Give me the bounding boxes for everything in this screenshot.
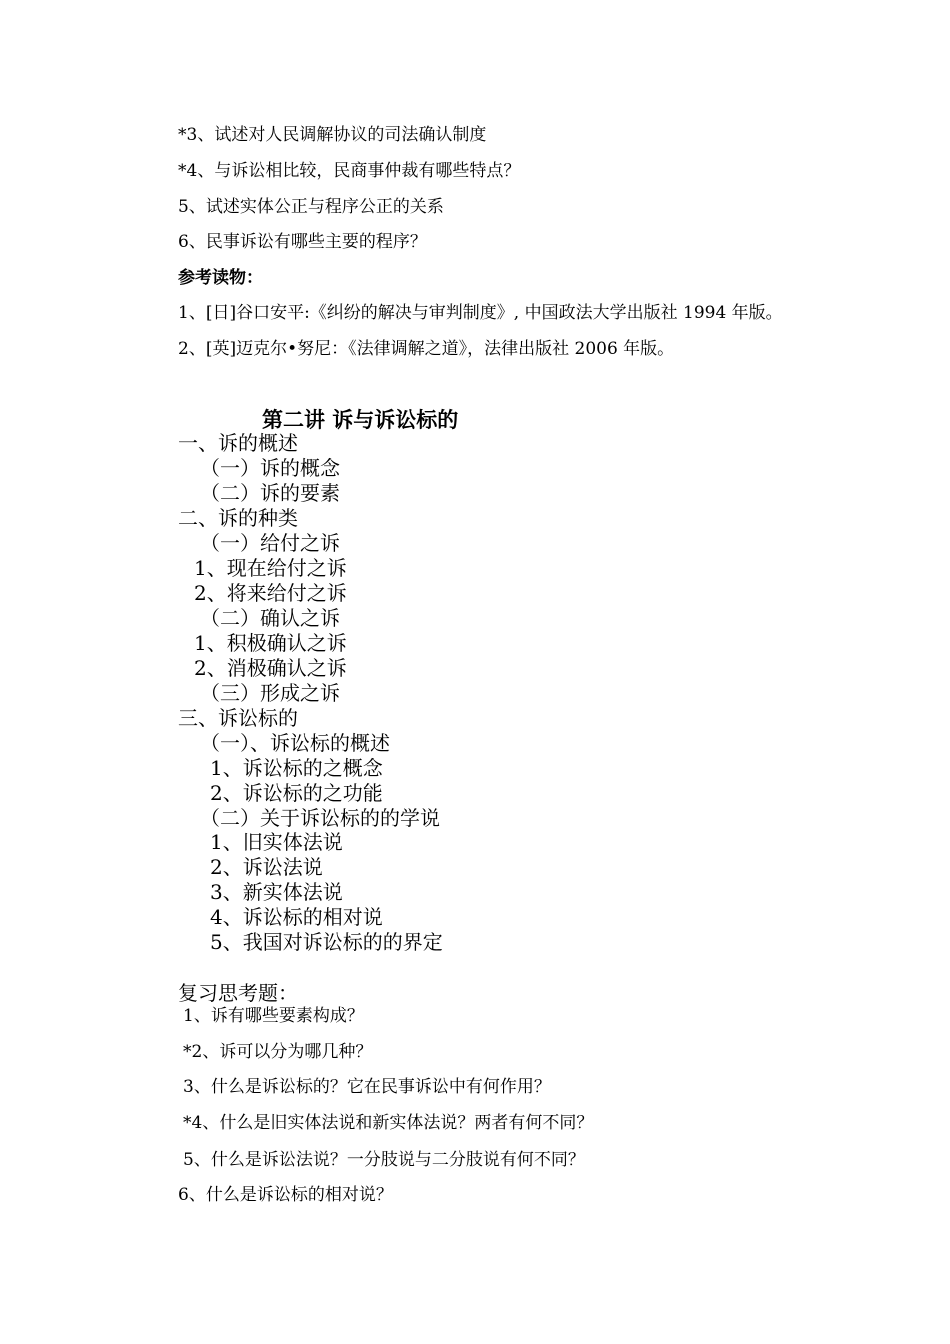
outline-item: （三）形成之诉 [200,681,340,705]
outline-item: 5、我国对诉讼标的的界定 [210,930,443,954]
outline-item: （二）确认之诉 [200,606,340,630]
lecture-title: 第二讲 诉与诉讼标的 [262,407,459,432]
outline-item: （一）、诉讼标的概述 [200,731,390,755]
outline-item: （二）诉的要素 [200,481,340,505]
outline-item: 1、积极确认之诉 [194,631,347,655]
outline-item: 2、诉讼标的之功能 [210,781,383,805]
outline-item: 1、旧实体法说 [210,830,343,854]
outline-item: 一、诉的概述 [178,431,298,455]
outline-item: 1、现在给付之诉 [194,556,347,580]
question-item: *3、试述对人民调解协议的司法确认制度 [178,125,487,145]
outline-item: 二、诉的种类 [178,506,298,530]
references-heading: 参考读物： [178,268,263,288]
question-item: *4、与诉讼相比较，民商事仲裁有哪些特点？ [178,161,521,181]
question-item: 5、试述实体公正与程序公正的关系 [178,197,444,217]
outline-item: （二）关于诉讼标的的学说 [200,806,440,830]
outline-item: （一）给付之诉 [200,531,340,555]
review-item: 3、什么是诉讼标的？它在民事诉讼中有何作用？ [183,1077,551,1097]
outline-item: 2、诉讼法说 [210,855,323,879]
reference-item: 2、[英]迈克尔•努尼：《法律调解之道》，法律出版社 2006 年版。 [178,339,675,359]
question-item: 6、民事诉讼有哪些主要的程序？ [178,232,427,252]
reference-item: 1、[日]谷口安平:《纠纷的解决与审判制度》, 中国政法大学出版社 1994 年版。 [178,303,783,323]
outline-item: 3、新实体法说 [210,880,343,904]
outline-item: 三、诉讼标的 [178,706,298,730]
review-item: *2、诉可以分为哪几种？ [183,1042,373,1062]
review-item: *4、什么是旧实体法说和新实体法说？两者有何不同？ [183,1113,594,1133]
review-heading: 复习思考题： [178,981,298,1005]
outline-item: 1、诉讼标的之概念 [210,756,383,780]
review-item: 5、什么是诉讼法说？一分肢说与二分肢说有何不同？ [183,1150,585,1170]
outline-item: （一）诉的概念 [200,456,340,480]
outline-item: 4、诉讼标的相对说 [210,905,383,929]
outline-item: 2、将来给付之诉 [194,581,347,605]
review-item: 6、什么是诉讼标的相对说？ [178,1185,393,1205]
review-item: 1、诉有哪些要素构成？ [183,1006,364,1026]
outline-item: 2、消极确认之诉 [194,656,347,680]
